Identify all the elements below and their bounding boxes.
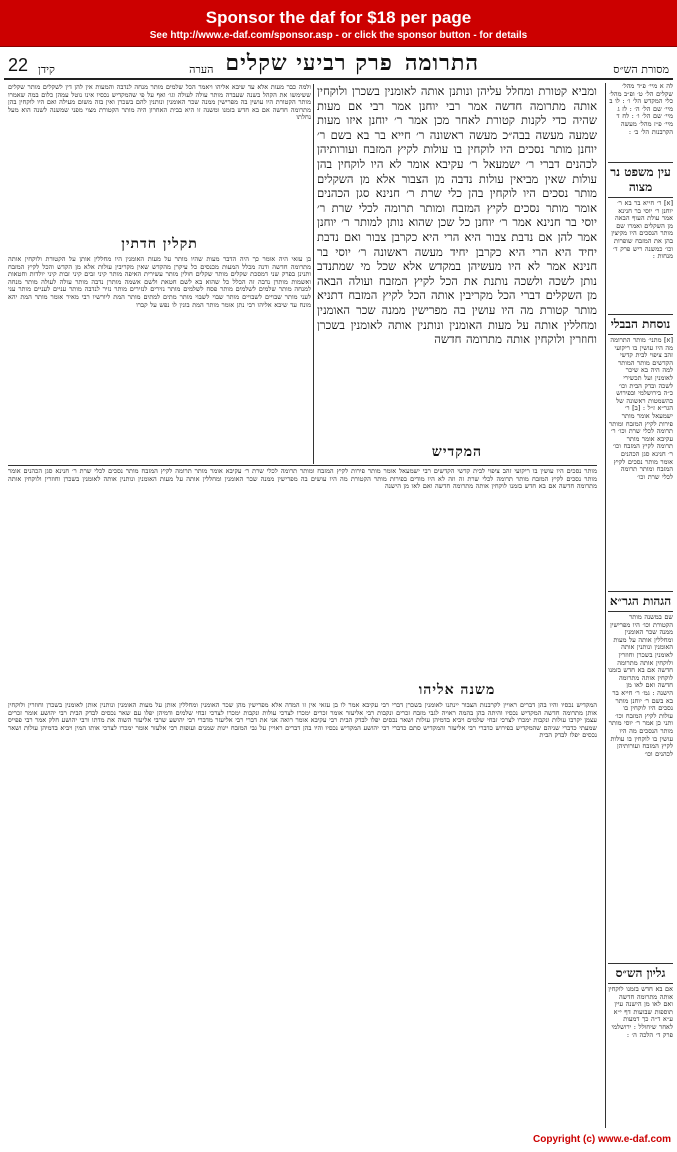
lower-commentary-main: המקדיש נכסיו והיו בהן דברים ראויין לקרבנות הצבור יינתנו לאומנין בשכרן דברי רבי עקיבא אמר לו בן עזאי אין זו המדה אלא מפרישין מהן שכר האומנין ומחללין אותן על מעות האומנין ונותנין אותן לאומנין בשכרן וחוזרין ולוקחין אותן מתרומה חדשה המקדיש נכסיו והיתה בהן בהמה ראויה לגבי מזבח זכרים ונקבות רבי אליעזר אומר זכרים ימכרו לצרכי עולות ונקבות ימכרו לצרכי זבחי שלמים ודמיהן יפלו עם שאר נכסים לבדק הבית רבי יהושע אומר זכרים עצמן יקרבו עולות ונקבות ימכרו לצרכי זבחי שלמים ויביא בדמיהן עולות ושאר נכסים יפלו לבדק הבית רבי עקיבא אומר רואה אני את דברי רבי אליעזר מדברי רבי יהושע שרבי אליעזר השוה את מדתו ורבי יהושע חלק אמר רבי פפייס שמעתי כדברי שניהם שהמקדיש בפירוש כדברי רבי אליעזר והמקדיש סתם כדברי רבי יהושע המקדיש נכסיו והיו בהן דברים ראויין על גבי המזבח יינות שמנים ועופות רבי אלעזר אומר ימכרו לצרכי אותו המין ויביא בדמיהן עולות ושאר נכסים יפלו לבדק הבית bbox=[8, 702, 597, 740]
mishneh-eliyahu-heading-box bbox=[317, 680, 597, 700]
main-heading-box bbox=[317, 442, 597, 464]
hamakdish-heading: המקדיש bbox=[431, 444, 483, 460]
nusach-text: [א] מתני׳ מותר התרומה מה היו עושין בו ריקועי זהב ציפוי לבית קדשי הקדשים מותר המותר למה היה בא שיכר לאומנין ועל תכשירי לשכה ובדק הבית וכו׳ כ״ה בירושלמי ובפירוש בהשמטות ראשונה של הגר״א ז״ל : [ב] ר׳ ישמעאל אומר מותר פירות לקיץ המזבח ומותר תרומה לכלי שרת וכו׳ ר׳ עקיבא אומר מותר תרומה לקיץ המזבח וכו׳ ר׳ חנינא סגן הכהנים אומר מותר נסכים לקיץ המזבח ומותר תרומה לכלי שרת וכו׳ bbox=[609, 337, 673, 481]
left-commentary-text: בן עזאי היה אומר כך היה הדבר מעות שהיו מותר על מעות האומנין היו מחללין אותן על הקטורת ולוקחין אותה מתרומה חדשה ודנה מכלל המעות מכנסים כל עיקרן מהקדש שאין מקריבין עולות אלא מן הקדש והכל לקיץ המזבח ותנינן בפרק שני דמסכת שקלים מותר שקלים חולין מותר עשירית האיפה מותר קיני זבים קיני זבות קיני יולדות וחטאות ואשמות מותרן נדבה זה הכלל כל שהוא בא לשם חטאת ולשם אשמה מותרן נדבה מותר עולה לעולה מותר מנחה למנחה מותר שלמים לשלמים מותר פסח לשלמים מותר נזירים לנזירים מותר נזיר לנדבה מותר עניים לעניים מותר עני לעני מותר שבויים לשבויים מותר שבוי לשבוי מותר מתים למתים מותר המת ליורשיו רבי מאיר אומר מותר המת יהא מונח עד שיבא אליהו רבי נתן אומר מותר המת בונין לו נפש על קברו bbox=[8, 256, 311, 309]
tractate-name: התרומה bbox=[404, 50, 480, 76]
taklin-chadtin-heading: תקלין חדתין bbox=[121, 236, 198, 252]
note-label: הערה bbox=[189, 63, 214, 76]
masoret-label: מסורת הש״ס bbox=[613, 63, 669, 76]
page-header bbox=[4, 50, 673, 80]
main-text: ומביא קטורת ומחלל עליהן ונותנן אותה לאומנין בשכרן ולוקחין אותה מתרומה חדשה אמר רבי יוחנן אמר רבי אם מעות שהיה כדי לקנות קטורת לאחר מכן אמר ר׳ יוחנן איזו מעות שמעה מעשה בבה״כ מעשה ראשונה ר׳ חייא בר בא בשם ר׳ יוחנן מותר נסכים היו לוקחין בו עולות לקיץ המזבח ועורותיהן לכהנים דברי ר׳ ישמעאל ר׳ עקיבא אומר לא היו לוקחין בהן עולות שאין מביאין עולות נדבה מן הצבור אלא מן השקלים מותר נסכים היו לוקחין בהן כלי שרת ר׳ חנינא סגן הכהנים אומר מותר נסכים לקיץ המזבח ומותר תרומה לכלי שרת ר׳ יוסי בר חנינא אמר ר׳ יוחנן כל שכן שהוא נותן למותר ר׳ יוחנן אמר להן אם נדבת צבור היא הרי היא כקרבן צבור ואם נדבת יחיד היא הרי היא כקרבן יחיד מעשה ראשונה ר׳ יוסי בר חנינא אמר לא היו מעשיהן במקדש אלא שכל מי שמתנדב נותן לשכה ולשכה נותנת את הכל לקיץ המזבח ועולה הבאה מן השקלים דברי הכל מקריבין אותה הכל לקיץ המזבח דתניא מותר קטורת מה היו עושין בה מפרישין ממנה שכר האומנין ומחללין אותה על מעות האומנין ונותנין אותה לאומנין בשכרן וחוזרין ולוקחין אותה מתרומה חדשה bbox=[317, 84, 597, 347]
mishneh-eliyahu-heading: משנה אליהו bbox=[418, 682, 496, 698]
section-divider bbox=[8, 465, 597, 466]
ein-mishpat-heading: עין משפט נר מצוה bbox=[608, 162, 673, 198]
right-margin bbox=[605, 83, 673, 1128]
chapter-name: פרק רביעי שקלים bbox=[225, 50, 393, 76]
gilyon-heading: גליון הש״ס bbox=[608, 963, 673, 984]
section-label: קידן bbox=[38, 63, 55, 76]
copyright-footer: Copyright (c) www.e-daf.com bbox=[533, 1134, 671, 1145]
ein-mishpat-text: [א] ר׳ חייא בר בא ר׳ יוחנן ר׳ יוסי בר חנינא אמר עולת העוף הבאה מן השקלים ואמרו שם מותר הנסכים היו מקיצין בהן את המזבח שופרות וכו׳ כמשנה ריש פרק ד׳ מנחות : bbox=[611, 200, 673, 261]
gra-heading: הגהות הגר״א bbox=[608, 591, 673, 612]
gra-text: שם במשנה מותר הקטורת וכו׳ היו מפרישין ממנה שכר האומנין ומחללין אותה על מעות האומנין ונותנין אותה לאומנין בשכרן וחוזרין ולוקחין אותה מתרומה חדשה אם בא חדש בזמנו לוקחין אותה מתרומה חדשה ואם לאו מן הישנה : גמ׳ ר׳ חייא בר בא בשם ר׳ יוחנן מותר נסכים היו לוקחין בו עולות לקיץ המזבח וכו׳ ותני כן אמר ר׳ יוסי מותר מותר הנסכים מה היו עושין בו לוקחין בו עולות לקיץ המזבח ועורותיהן לכהנים וכו׳ bbox=[608, 614, 673, 758]
column-divider bbox=[313, 84, 314, 464]
masoret-text: לה א מיי׳ פ״ד מהל׳ שקלים הל׳ ט׳ ופ״ב מהל׳ כלי המקדש הל׳ ו׳ : לו ב מיי׳ שם הל׳ ה׳ : לז ג מיי׳ שם הל׳ ו׳ : לח ד מיי׳ פ״ז מהל׳ מעשה הקרבנות הל׳ ב׳ : bbox=[609, 83, 673, 136]
nusach-heading: נוסחת הבבלי bbox=[608, 314, 673, 335]
lower-commentary-left bbox=[8, 680, 311, 700]
gilyon-text: אם בא חדש בזמנו לוקחין אותה מתרומה חדשה ואם לאו מן הישנה עיין תוספות שבועות דף י״א ע״א ד״ה כך דמעות לאחר שיחולל : ירושלמי פרק ד׳ הלכה ה׳ : bbox=[608, 986, 673, 1039]
lower-commentary-upper: מותר נסכים היו עושין בו ריקועי זהב ציפוי לבית קדשי הקדשים רבי ישמעאל אומר מותר פירות לקיץ המזבח ומותר תרומה לכלי שרת ר׳ עקיבא אומר מותר תרומה לקיץ המזבח מותר נסכים לכלי שרת ר׳ חנינא סגן הכהנים אומר מותר נסכים לקיץ המזבח מותר תרומה לכלי שרת זה וזה לא היו מודים בפירות מותר הקטורת מה היו עושים בה מפרישין ממנה שכר האומנין ומחללין אותה על מעות האומנין ונותנין אותה לאומנין בשכרן וחוזרין ולוקחין אותה מתרומה חדשה אם בא חדש בזמנו לוקחין אותה מתרומה חדשה ואם לאו מן הישנה bbox=[8, 468, 597, 491]
header-left-group bbox=[8, 55, 55, 76]
header-title-group bbox=[189, 50, 479, 76]
sponsor-banner[interactable] bbox=[0, 0, 677, 47]
left-commentary-top: ולמה כבר מעות אלא עד שיבא אליהו ויאמר הכל שלמים מותר מנחה לנדבה והמעות אין להן דין לשקלים מותר שקלים ששימשו את הקהל בשנה שעברה מותר עולה לעולה וגו׳ ואף על פי שהמקדיש נכסיו אינו נוטל עמהן כלום במה שאמרו מותר הקטורת היו עושין בה מפרישין ממנה שכר האומנין ונותנין להם בשכרן ואין בזה משום מעילה ואם היו לוקחין בהן מתרומה חדשה אם בא חדש בזמנו ומשנה זו היא בבית האחרון היה מותר הקטורת מצוי מפני שמשנה לשנה הוא מעל נחלתו bbox=[8, 84, 311, 122]
sponsor-banner-subtitle[interactable]: See http://www.e-daf.com/sponsor.asp - or click the sponsor button - for details bbox=[149, 30, 528, 41]
page-number: 22 bbox=[8, 55, 29, 75]
left-commentary-heading-box bbox=[8, 234, 311, 254]
talmud-page bbox=[4, 50, 673, 1132]
sponsor-banner-title[interactable]: Sponsor the daf for $18 per page bbox=[205, 8, 472, 27]
